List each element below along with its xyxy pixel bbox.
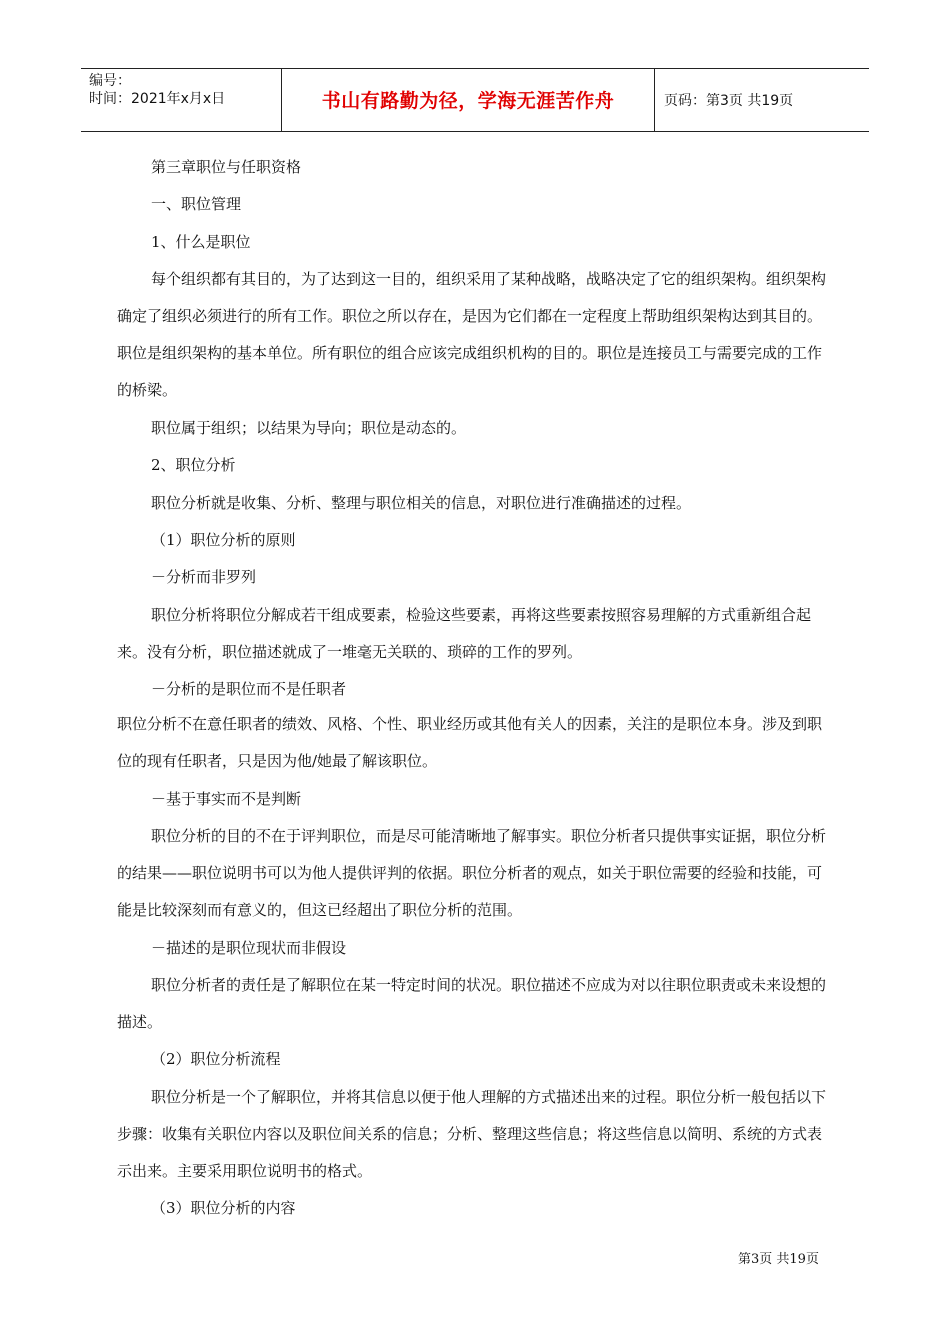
page-footer: 第3页 共19页	[738, 1252, 819, 1267]
principle-heading: －描述的是职位现状而非假设	[151, 939, 347, 957]
subsection-heading: （2）职位分析流程	[151, 1050, 281, 1068]
paragraph: 职位分析将职位分解成若干组成要素，检验这些要素，再将这些要素按照容易理解的方式重新组合起来。没有分析，职位描述就成了一堆毫无关联的、琐碎的工作的罗列。	[117, 606, 812, 661]
principle-heading: －基于事实而不是判断	[151, 790, 302, 808]
paragraph: 职位分析是一个了解职位，并将其信息以便于他人理解的方式描述出来的过程。职位分析一般包括以下步骤：收集有关职位内容以及职位间关系的信息；分析、整理这些信息；将这些信息以简明、系统的方式表示出来。主要采用职位说明书的格式。	[117, 1088, 827, 1180]
header-meta	[81, 69, 281, 131]
page-info: 页码：第3页 共19页	[664, 93, 794, 109]
number-label: 编号：	[89, 73, 131, 89]
paragraph: 职位分析的目的不在于评判职位，而是尽可能清晰地了解事实。职位分析者只提供事实证据，职位分析的结果——职位说明书可以为他人提供评判的依据。职位分析者的观点，如关于职位需要的经验和技能，可能是比较深刻而有意义的，但这已经超出了职位分析的范围。	[117, 827, 827, 919]
motto: 书山有路勤为径，学海无涯苦作舟	[321, 90, 615, 112]
subsection-heading: 2、职位分析	[151, 456, 236, 474]
paragraph: 职位分析者的责任是了解职位在某一特定时间的状况。职位描述不应成为对以往职位职责或未来设想的描述。	[117, 976, 827, 1031]
paragraph: 职位属于组织；以结果为导向；职位是动态的。	[151, 419, 467, 437]
header-motto-cell	[281, 69, 655, 131]
subsection-heading: （1）职位分析的原则	[151, 531, 296, 549]
paragraph: 职位分析不在意任职者的绩效、风格、个性、职业经历或其他有关人的因素，关注的是职位本身。涉及到职位的现有任职者，只是因为他/她最了解该职位。	[117, 715, 823, 770]
header-page-cell	[654, 69, 869, 131]
chapter-title: 第三章职位与任职资格	[151, 158, 302, 176]
section-heading: 一、职位管理	[151, 195, 242, 213]
principle-heading: －分析的是职位而不是任职者	[151, 680, 347, 698]
subsection-heading: 1、什么是职位	[151, 233, 251, 251]
time-label: 时间：2021年x月x日	[89, 91, 226, 107]
principle-heading: －分析而非罗列	[151, 568, 257, 586]
paragraph: 每个组织都有其目的，为了达到这一目的，组织采用了某种战略，战略决定了它的组织架构。组织架构确定了组织必须进行的所有工作。职位之所以存在，是因为它们都在一定程度上帮助组织架构达到其目的。职位是组织架构的基本单位。所有职位的组合应该完成组织机构的目的。职位是连接员工与需要完成的工作的桥梁。	[117, 270, 827, 399]
paragraph: 职位分析就是收集、分析、整理与职位相关的信息，对职位进行准确描述的过程。	[151, 494, 692, 512]
document-header	[81, 68, 869, 132]
subsection-heading: （3）职位分析的内容	[151, 1199, 296, 1217]
